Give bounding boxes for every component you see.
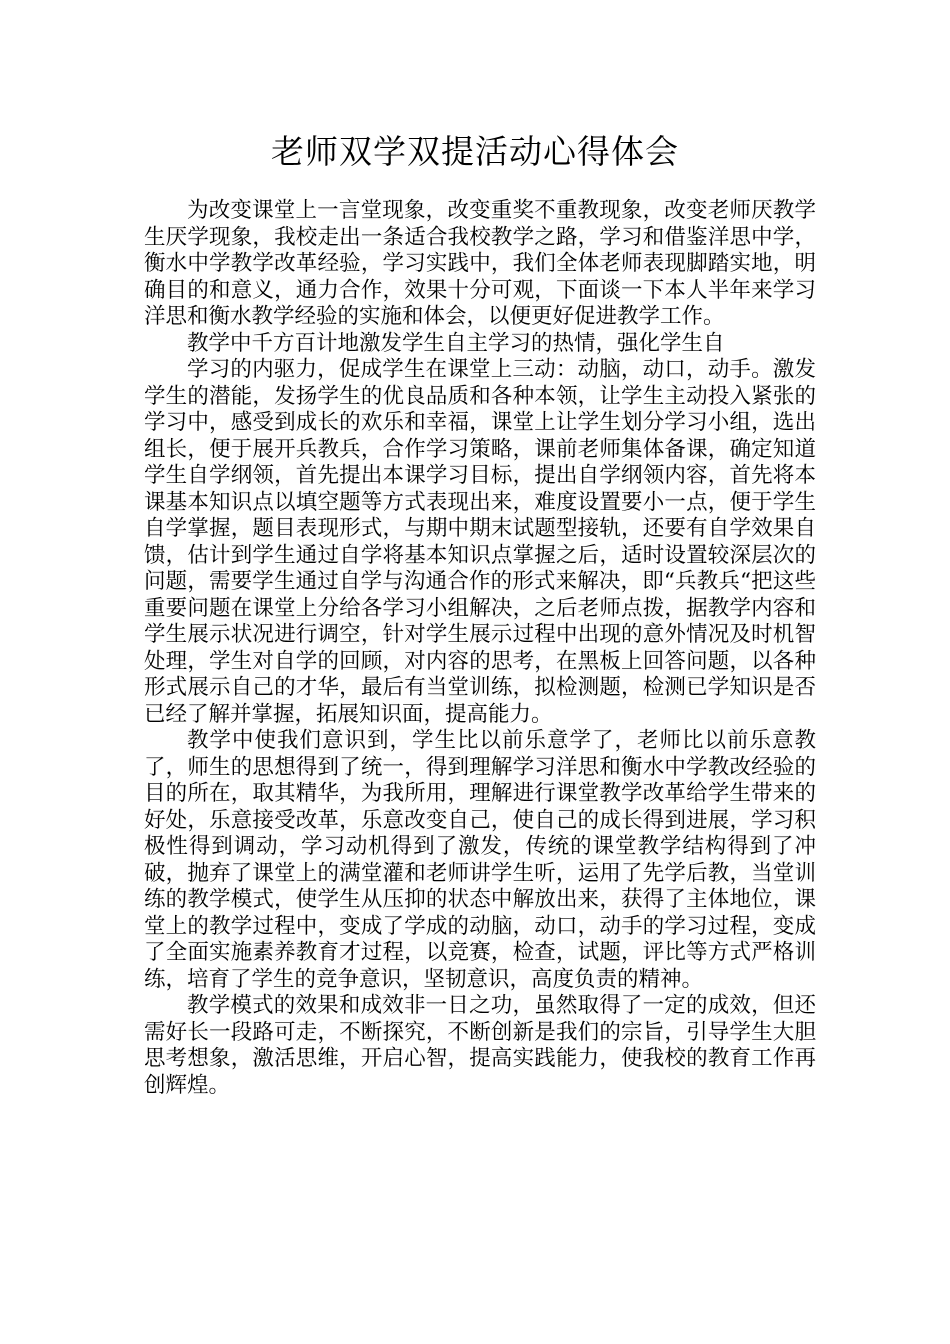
paragraph-conclusion: 教学模式的效果和成效非一日之功，虽然取得了一定的成效，但还需好长一段路可走，不断探究，不断创新是我们的宗旨，引导学生大胆思考想象，激活思维，开启心智，提高实践能力，使我校的教育工作再创辉煌。 — [144, 993, 816, 1098]
document-body — [144, 198, 816, 1099]
document-title: 老师双学双提活动心得体会 — [271, 132, 679, 171]
paragraph-method: 学习的内驱力，促成学生在课堂上三动：动脑，动口，动手。激发学生的潜能，发扬学生的优良品质和各种本领，让学生主动投入紧张的学习中，感受到成长的欢乐和幸福，课堂上让学生划分学习小组，选出组长，便于展开兵教兵，合作学习策略，课前老师集体备课，确定知道学生自学纲领，首先提出本课学习目标，提出自学纲领内容，首先将本课基本知识点以填空题等方式表现出来，难度设置要小一点，便于学生自学掌握，题目表现形式，与期中期末试题型接轨，还要有自学效果自馈，估计到学生通过自学将基本知识点掌握之后，适时设置较深层次的问题，需要学生通过自学与沟通合作的形式来解决，即“兵教兵“把这些重要问题在课堂上分给各学习小组解决，之后老师点拨，据教学内容和学生展示状况进行调空，针对学生展示过程中出现的意外情况及时机智处理，学生对自学的回顾，对内容的思考，在黑板上回答问题，以各种形式展示自己的才华，最后有当堂训练，拟检测题，检测已学知识是否已经了解并掌握，拓展知识面，提高能力。 — [144, 357, 816, 727]
paragraph-motivation: 教学中千方百计地激发学生自主学习的热情，强化学生自 — [187, 330, 725, 356]
paragraph-intro: 为改变课堂上一言堂现象，改变重奖不重教现象，改变老师厌教学生厌学现象，我校走出一条适合我校教学之路，学习和借鉴洋思中学，衡水中学教学改革经验，学习实践中，我们全体老师表现脚踏实地，明确目的和意义，通力合作，效果十分可观，下面谈一下本人半年来学习洋思和衡水教学经验的实施和体会，以便更好促进教学工作。 — [144, 198, 816, 329]
paragraph-results: 教学中使我们意识到，学生比以前乐意学了，老师比以前乐意教了，师生的思想得到了统一，得到理解学习洋思和衡水中学教改经验的目的所在，取其精华，为我所用，理解进行课堂教学改革给学生带来的好处，乐意接受改革，乐意改变自己，使自己的成长得到进展，学习积极性得到调动，学习动机得到了激发，传统的课堂教学结构得到了冲破，抛弃了课堂上的满堂灌和老师讲学生听，运用了先学后教，当堂训练的教学模式，使学生从压抑的状态中解放出来，获得了主体地位，课堂上的教学过程中，变成了学成的动脑，动口，动手的学习过程，变成了全面实施素养教育才过程，以竞赛，检查，试题，评比等方式严格训练，培育了学生的竞争意识，坚韧意识，高度负责的精神。 — [144, 728, 816, 992]
